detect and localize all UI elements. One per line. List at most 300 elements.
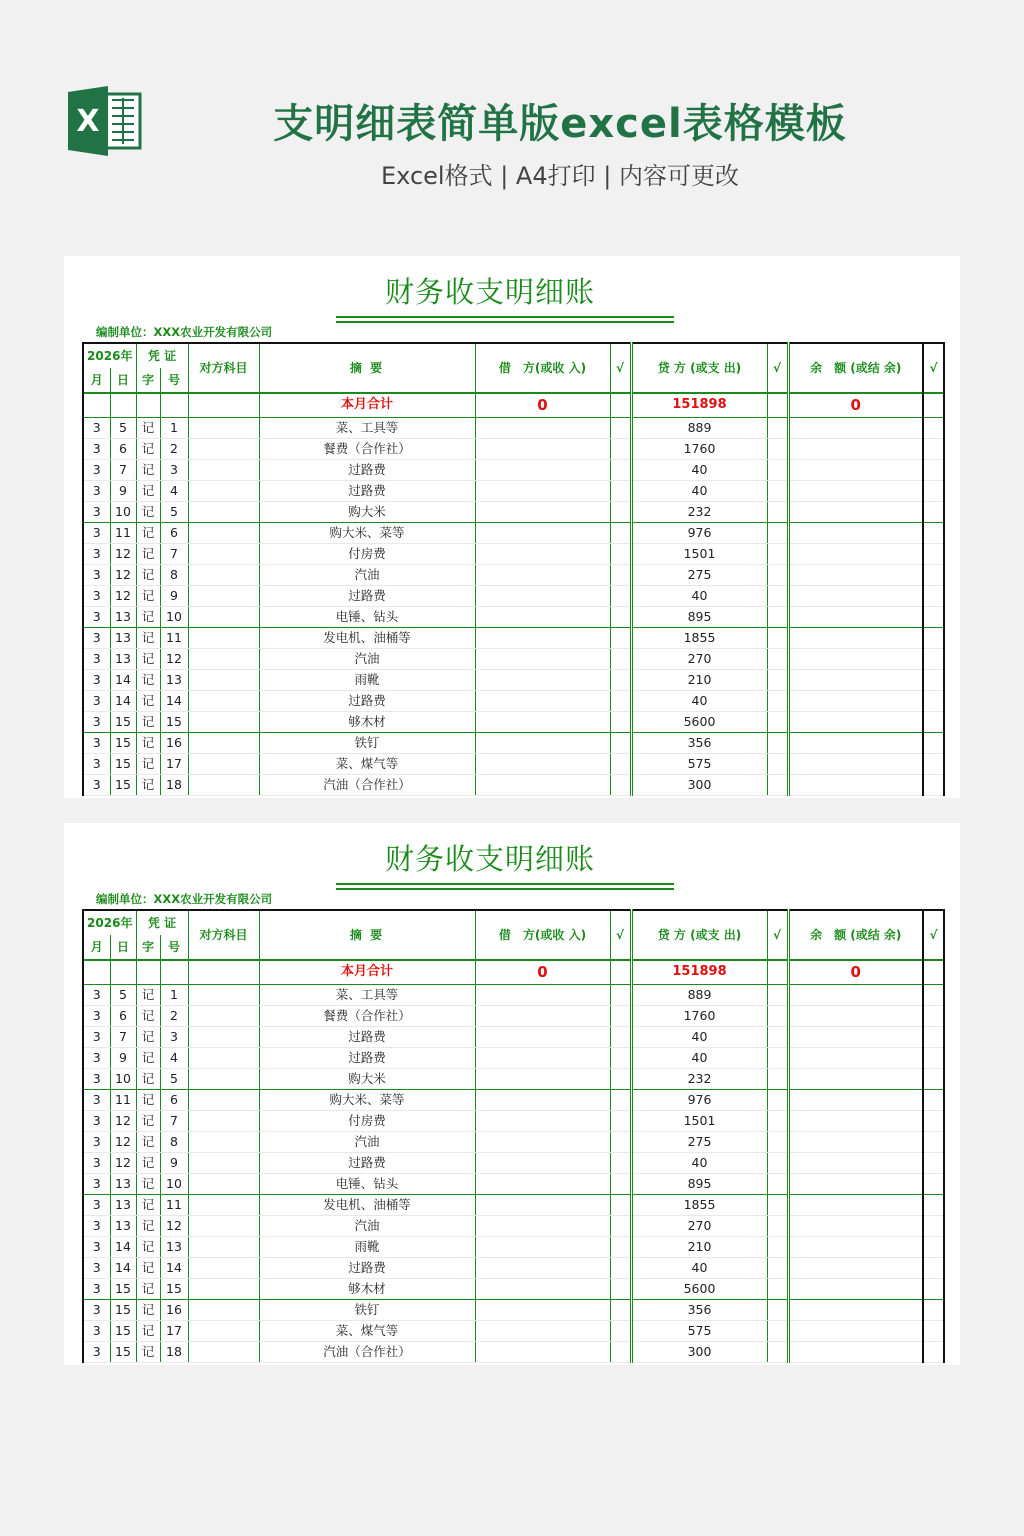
col-voucher: 凭 证 [136, 343, 188, 368]
table-row [83, 669, 944, 690]
row-summary: 电锤、钻头 [259, 1173, 475, 1194]
row-day: 10 [110, 501, 136, 522]
row-voucher-char: 记 [136, 1257, 160, 1278]
row-balance [788, 627, 923, 648]
check-mark: √ [923, 343, 944, 393]
row-voucher-no: 16 [160, 1299, 188, 1320]
row-debit [475, 480, 610, 501]
row-credit-check [767, 1068, 788, 1089]
row-month: 3 [83, 459, 110, 480]
row-debit [475, 564, 610, 585]
row-debit [475, 1257, 610, 1278]
table-row [83, 1173, 944, 1194]
row-balance [788, 564, 923, 585]
row-account [188, 648, 259, 669]
row-day: 15 [110, 1341, 136, 1362]
row-balance-check [923, 438, 944, 459]
row-debit [475, 690, 610, 711]
row-debit-check [610, 564, 631, 585]
row-balance [788, 1320, 923, 1341]
row-voucher-no: 15 [160, 1278, 188, 1299]
row-credit-check [767, 1299, 788, 1320]
row-debit [475, 1299, 610, 1320]
row-balance [788, 753, 923, 774]
row-debit [475, 438, 610, 459]
row-day: 15 [110, 732, 136, 753]
row-voucher-char: 记 [136, 1131, 160, 1152]
row-month: 3 [83, 1173, 110, 1194]
row-credit-check [767, 648, 788, 669]
row-voucher-no: 7 [160, 543, 188, 564]
row-debit-check [610, 417, 631, 438]
row-summary: 发电机、油桶等 [259, 627, 475, 648]
row-voucher-char: 记 [136, 690, 160, 711]
total-credit: 151898 [631, 960, 767, 984]
table-row [83, 585, 944, 606]
total-debit: 0 [475, 393, 610, 417]
row-debit-check [610, 669, 631, 690]
row-voucher-char: 记 [136, 606, 160, 627]
row-voucher-no: 3 [160, 1026, 188, 1047]
row-voucher-char: 记 [136, 585, 160, 606]
row-summary: 够木材 [259, 711, 475, 732]
row-voucher-no: 11 [160, 1194, 188, 1215]
row-balance-check [923, 1068, 944, 1089]
row-credit: 210 [631, 1236, 767, 1257]
row-summary: 汽油 [259, 1215, 475, 1236]
row-voucher-char: 记 [136, 627, 160, 648]
row-credit: 40 [631, 1257, 767, 1278]
row-voucher-no: 10 [160, 1173, 188, 1194]
row-voucher-no: 10 [160, 606, 188, 627]
title-underline [336, 321, 674, 323]
row-balance-check [923, 1110, 944, 1131]
row-summary: 汽油 [259, 648, 475, 669]
row-account [188, 1089, 259, 1110]
row-voucher-char: 记 [136, 984, 160, 1005]
row-credit-check [767, 438, 788, 459]
row-month: 3 [83, 606, 110, 627]
col-char: 字 [136, 935, 160, 960]
row-debit [475, 1215, 610, 1236]
row-credit: 1760 [631, 1005, 767, 1026]
row-voucher-char: 记 [136, 1341, 160, 1362]
row-credit: 275 [631, 1131, 767, 1152]
row-account [188, 1068, 259, 1089]
table-row [83, 648, 944, 669]
row-debit [475, 1131, 610, 1152]
row-voucher-char: 记 [136, 438, 160, 459]
row-credit-check [767, 1215, 788, 1236]
row-summary: 电锤、钻头 [259, 606, 475, 627]
table-row [83, 543, 944, 564]
row-voucher-char: 记 [136, 543, 160, 564]
row-balance [788, 501, 923, 522]
col-no: 号 [160, 935, 188, 960]
ledger-table [82, 342, 943, 792]
table-row [83, 1320, 944, 1341]
row-day: 11 [110, 1089, 136, 1110]
row-month: 3 [83, 1089, 110, 1110]
row-debit-check [610, 438, 631, 459]
col-debit: 借 方(或收 入) [475, 910, 610, 960]
row-voucher-char: 记 [136, 480, 160, 501]
row-debit-check [610, 459, 631, 480]
row-month: 3 [83, 1026, 110, 1047]
row-credit-check [767, 984, 788, 1005]
row-debit [475, 1068, 610, 1089]
table-row [83, 480, 944, 501]
page-subtitle: Excel格式 | A4打印 | 内容可更改 [381, 162, 739, 190]
row-voucher-char: 记 [136, 732, 160, 753]
row-credit: 40 [631, 459, 767, 480]
row-debit-check [610, 1278, 631, 1299]
row-day: 12 [110, 564, 136, 585]
table-row [83, 1005, 944, 1026]
row-account [188, 1215, 259, 1236]
row-credit-check [767, 1005, 788, 1026]
table-row [83, 1215, 944, 1236]
row-day: 10 [110, 1068, 136, 1089]
row-account [188, 774, 259, 795]
row-balance [788, 606, 923, 627]
row-credit: 232 [631, 501, 767, 522]
row-balance-check [923, 564, 944, 585]
row-credit: 889 [631, 417, 767, 438]
row-summary: 餐费（合作社） [259, 1005, 475, 1026]
title-underline [336, 316, 674, 318]
row-voucher-no: 17 [160, 1320, 188, 1341]
row-debit [475, 1278, 610, 1299]
row-balance-check [923, 1236, 944, 1257]
table-row [83, 1026, 944, 1047]
row-month: 3 [83, 585, 110, 606]
col-debit: 借 方(或收 入) [475, 343, 610, 393]
col-balance: 余 额 (或结 余) [788, 343, 923, 393]
ledger-title: 财务收支明细账 [384, 275, 595, 309]
row-credit-check [767, 1110, 788, 1131]
table-row [83, 690, 944, 711]
table-row [83, 1278, 944, 1299]
row-credit-check [767, 1089, 788, 1110]
header-row [83, 343, 944, 368]
row-account [188, 1341, 259, 1362]
row-summary: 过路费 [259, 459, 475, 480]
row-credit: 1855 [631, 627, 767, 648]
row-credit-check [767, 1257, 788, 1278]
col-char: 字 [136, 368, 160, 393]
table-row [83, 711, 944, 732]
row-summary: 过路费 [259, 585, 475, 606]
row-voucher-no: 4 [160, 480, 188, 501]
row-account [188, 711, 259, 732]
row-summary: 过路费 [259, 1047, 475, 1068]
row-credit: 356 [631, 732, 767, 753]
row-day: 5 [110, 417, 136, 438]
row-voucher-char: 记 [136, 669, 160, 690]
row-day: 15 [110, 753, 136, 774]
row-balance-check [923, 1173, 944, 1194]
row-balance-check [923, 1278, 944, 1299]
row-summary: 购大米、菜等 [259, 1089, 475, 1110]
row-balance [788, 417, 923, 438]
row-account [188, 459, 259, 480]
row-credit-check [767, 501, 788, 522]
table-row [83, 459, 944, 480]
row-balance-check [923, 1026, 944, 1047]
row-credit-check [767, 522, 788, 543]
row-credit-check [767, 669, 788, 690]
row-month: 3 [83, 711, 110, 732]
row-account [188, 480, 259, 501]
row-day: 9 [110, 1047, 136, 1068]
row-voucher-char: 记 [136, 1278, 160, 1299]
row-balance-check [923, 1047, 944, 1068]
table-row [83, 1131, 944, 1152]
row-balance-check [923, 648, 944, 669]
row-debit-check [610, 732, 631, 753]
col-summary: 摘 要 [259, 343, 475, 393]
row-credit-check [767, 711, 788, 732]
row-debit [475, 459, 610, 480]
row-balance [788, 1299, 923, 1320]
row-credit: 270 [631, 648, 767, 669]
row-debit-check [610, 1005, 631, 1026]
total-balance: 0 [788, 393, 923, 417]
row-account [188, 438, 259, 459]
row-balance-check [923, 480, 944, 501]
row-debit [475, 1005, 610, 1026]
row-credit-check [767, 1152, 788, 1173]
row-credit: 40 [631, 1152, 767, 1173]
check-mark: √ [610, 343, 631, 393]
table-row [83, 1341, 944, 1362]
row-balance [788, 711, 923, 732]
row-debit [475, 501, 610, 522]
row-month: 3 [83, 1320, 110, 1341]
check-mark: √ [610, 910, 631, 960]
row-voucher-no: 8 [160, 1131, 188, 1152]
row-balance [788, 669, 923, 690]
row-debit [475, 1089, 610, 1110]
table-row [83, 1089, 944, 1110]
table-row [83, 984, 944, 1005]
table-row [83, 1047, 944, 1068]
row-debit-check [610, 606, 631, 627]
row-day: 12 [110, 1110, 136, 1131]
table-row [83, 417, 944, 438]
col-balance: 余 额 (或结 余) [788, 910, 923, 960]
table-row [83, 522, 944, 543]
row-balance-check [923, 1089, 944, 1110]
row-account [188, 1194, 259, 1215]
row-debit [475, 417, 610, 438]
row-month: 3 [83, 753, 110, 774]
row-voucher-char: 记 [136, 753, 160, 774]
row-balance-check [923, 606, 944, 627]
row-voucher-char: 记 [136, 774, 160, 795]
row-debit [475, 732, 610, 753]
row-balance-check [923, 1215, 944, 1236]
row-month: 3 [83, 1152, 110, 1173]
row-balance [788, 1068, 923, 1089]
row-voucher-no: 14 [160, 690, 188, 711]
row-voucher-char: 记 [136, 522, 160, 543]
row-voucher-no: 1 [160, 984, 188, 1005]
row-balance [788, 1215, 923, 1236]
row-month: 3 [83, 1278, 110, 1299]
row-day: 12 [110, 585, 136, 606]
row-balance-check [923, 690, 944, 711]
row-account [188, 1047, 259, 1068]
row-day: 5 [110, 984, 136, 1005]
row-debit-check [610, 585, 631, 606]
col-credit: 贷 方 (或支 出) [631, 343, 767, 393]
row-day: 14 [110, 1257, 136, 1278]
row-credit: 210 [631, 669, 767, 690]
row-debit-check [610, 1047, 631, 1068]
row-voucher-no: 14 [160, 1257, 188, 1278]
row-day: 11 [110, 522, 136, 543]
row-debit-check [610, 711, 631, 732]
row-account [188, 501, 259, 522]
row-balance [788, 1047, 923, 1068]
row-debit [475, 984, 610, 1005]
row-credit-check [767, 1047, 788, 1068]
row-summary: 雨靴 [259, 1236, 475, 1257]
row-month: 3 [83, 1047, 110, 1068]
row-voucher-char: 记 [136, 1194, 160, 1215]
table-row [83, 1257, 944, 1278]
row-summary: 汽油（合作社） [259, 1341, 475, 1362]
row-voucher-no: 5 [160, 501, 188, 522]
row-summary: 付房费 [259, 1110, 475, 1131]
row-balance [788, 648, 923, 669]
row-voucher-char: 记 [136, 1215, 160, 1236]
row-balance [788, 690, 923, 711]
row-debit [475, 1110, 610, 1131]
row-summary: 过路费 [259, 480, 475, 501]
row-credit: 1760 [631, 438, 767, 459]
table-row [83, 438, 944, 459]
row-balance-check [923, 711, 944, 732]
row-debit [475, 753, 610, 774]
row-summary: 过路费 [259, 690, 475, 711]
col-account: 对方科目 [188, 343, 259, 393]
table-row [83, 1110, 944, 1131]
row-voucher-char: 记 [136, 1089, 160, 1110]
row-credit-check [767, 690, 788, 711]
row-month: 3 [83, 627, 110, 648]
row-balance-check [923, 984, 944, 1005]
row-debit [475, 711, 610, 732]
row-summary: 够木材 [259, 1278, 475, 1299]
row-voucher-no: 4 [160, 1047, 188, 1068]
row-credit-check [767, 1341, 788, 1362]
row-credit-check [767, 459, 788, 480]
row-voucher-char: 记 [136, 1005, 160, 1026]
row-account [188, 1110, 259, 1131]
row-day: 12 [110, 1131, 136, 1152]
row-voucher-no: 2 [160, 1005, 188, 1026]
row-day: 13 [110, 606, 136, 627]
row-debit [475, 1320, 610, 1341]
row-account [188, 585, 259, 606]
row-month: 3 [83, 648, 110, 669]
row-credit-check [767, 774, 788, 795]
row-balance-check [923, 501, 944, 522]
row-voucher-no: 5 [160, 1068, 188, 1089]
row-voucher-char: 记 [136, 501, 160, 522]
row-debit [475, 1026, 610, 1047]
row-voucher-char: 记 [136, 1026, 160, 1047]
row-balance-check [923, 1257, 944, 1278]
row-credit-check [767, 564, 788, 585]
row-debit-check [610, 1215, 631, 1236]
row-credit-check [767, 1236, 788, 1257]
row-voucher-no: 6 [160, 1089, 188, 1110]
row-voucher-char: 记 [136, 1236, 160, 1257]
row-voucher-char: 记 [136, 711, 160, 732]
row-credit: 895 [631, 1173, 767, 1194]
row-credit-check [767, 585, 788, 606]
row-debit [475, 1173, 610, 1194]
row-account [188, 669, 259, 690]
row-month: 3 [83, 1005, 110, 1026]
row-credit: 232 [631, 1068, 767, 1089]
row-account [188, 1278, 259, 1299]
row-voucher-char: 记 [136, 1320, 160, 1341]
row-debit-check [610, 1236, 631, 1257]
row-summary: 过路费 [259, 1026, 475, 1047]
row-balance-check [923, 459, 944, 480]
row-day: 15 [110, 1299, 136, 1320]
org-label: 编制单位：XXX农业开发有限公司 [96, 325, 273, 339]
row-debit-check [610, 480, 631, 501]
row-month: 3 [83, 774, 110, 795]
total-label: 本月合计 [259, 393, 475, 417]
row-day: 13 [110, 627, 136, 648]
row-balance [788, 1278, 923, 1299]
row-account [188, 522, 259, 543]
row-balance [788, 1152, 923, 1173]
row-account [188, 606, 259, 627]
row-credit: 976 [631, 1089, 767, 1110]
row-month: 3 [83, 1341, 110, 1362]
ledger-sheet-2 [64, 823, 960, 1365]
row-balance [788, 774, 923, 795]
row-day: 13 [110, 1215, 136, 1236]
col-voucher: 凭 证 [136, 910, 188, 935]
row-day: 13 [110, 1173, 136, 1194]
row-balance [788, 1005, 923, 1026]
row-day: 12 [110, 543, 136, 564]
row-day: 14 [110, 690, 136, 711]
row-balance [788, 1341, 923, 1362]
row-credit-check [767, 1131, 788, 1152]
row-account [188, 417, 259, 438]
row-balance-check [923, 753, 944, 774]
row-balance-check [923, 543, 944, 564]
row-month: 3 [83, 1236, 110, 1257]
row-debit-check [610, 1320, 631, 1341]
row-summary: 铁钉 [259, 1299, 475, 1320]
row-balance-check [923, 417, 944, 438]
row-credit: 275 [631, 564, 767, 585]
table-row [83, 564, 944, 585]
row-day: 12 [110, 1152, 136, 1173]
row-debit [475, 522, 610, 543]
